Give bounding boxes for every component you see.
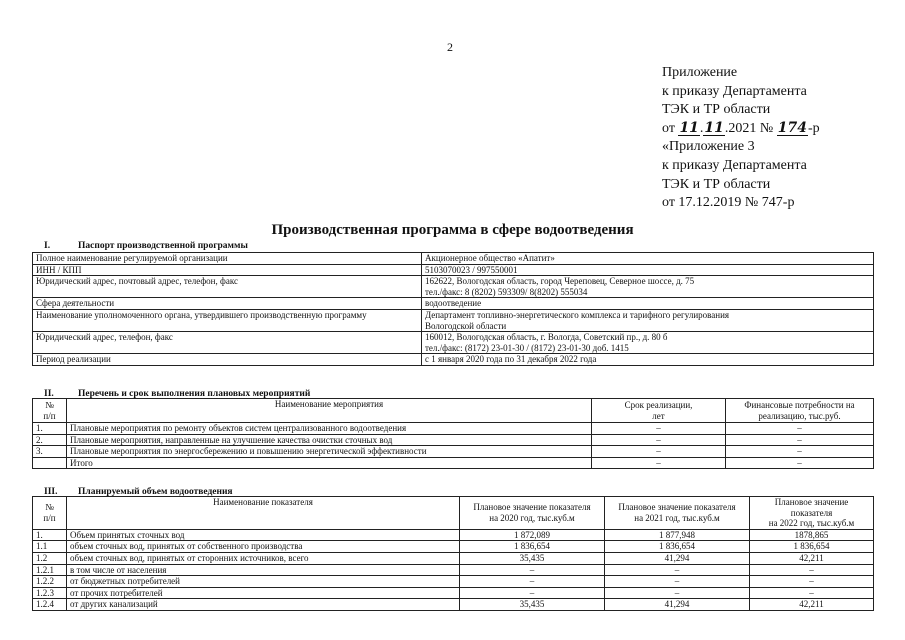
table-row: [33, 446, 874, 458]
value-2022: –: [750, 587, 874, 599]
value-2020: 35,435: [460, 552, 605, 564]
passport-row: [33, 298, 874, 310]
value-2022: 42,211: [750, 599, 874, 611]
row-num: 1.: [33, 529, 67, 541]
passport-label: Юридический адрес, телефон, факс: [33, 332, 422, 354]
table-row: [33, 457, 874, 469]
measure-name: Плановые мероприятия по ремонту объектов систем централизованного водоотведения: [67, 423, 592, 435]
indicator-name: Объем принятых сточных вод: [67, 529, 460, 541]
passport-value-line: 162622, Вологодская область, город Череповец, Северное шоссе, д. 75: [425, 276, 695, 287]
row-num: 1.2.1: [33, 564, 67, 576]
table-row: [33, 587, 874, 599]
value-2020: –: [460, 587, 605, 599]
order-suffix: -р: [808, 120, 820, 136]
value-2021: 1 877,948: [605, 529, 750, 541]
indicator-name: от других канализаций: [67, 599, 460, 611]
indicator-name: в том числе от населения: [67, 564, 460, 576]
header-finance: Финансовые потребности на реализацию, тыс.руб.: [726, 399, 874, 423]
row-num: 1.2.2: [33, 576, 67, 588]
passport-value: [422, 264, 874, 276]
passport-value-line: 5103070023 / 997550001: [425, 264, 518, 275]
passport-label: Период реализации: [33, 354, 422, 366]
measures-table: [32, 398, 874, 469]
table-row: [33, 564, 874, 576]
measure-term: –: [592, 457, 726, 469]
row-num: 2.: [33, 434, 67, 446]
table-row: [33, 529, 874, 541]
passport-value-line: с 1 января 2020 года по 31 декабря 2022 года: [425, 354, 597, 365]
header-2022: Плановое значение показателя на 2022 год, тыс.куб.м: [750, 497, 874, 530]
value-2020: 1 836,654: [460, 541, 605, 553]
order-date-line: от 11.11.2021 № 174-р: [662, 119, 820, 136]
value-2021: –: [605, 564, 750, 576]
value-2022: –: [750, 576, 874, 588]
appendix-line: к приказу Департамента: [662, 157, 807, 173]
passport-label: Наименование уполномоченного органа, утвердившего производственную программу: [33, 309, 422, 331]
indicator-name: от бюджетных потребителей: [67, 576, 460, 588]
table-row: [33, 552, 874, 564]
value-2021: 41,294: [605, 552, 750, 564]
measure-term: –: [592, 446, 726, 458]
header-2020: Плановое значение показателя на 2020 год, тыс.куб.м: [460, 497, 605, 530]
row-num: [33, 457, 67, 469]
measure-finance: –: [726, 446, 874, 458]
value-2020: –: [460, 564, 605, 576]
row-num: 1.2.4: [33, 599, 67, 611]
volume-table: [32, 496, 874, 611]
document-title: Производственная программа в сфере водоотведения: [271, 222, 634, 238]
measure-finance: –: [726, 457, 874, 469]
passport-value: [422, 332, 874, 354]
passport-label: ИНН / КПП: [33, 264, 422, 276]
passport-value-line: водоотведение: [425, 298, 482, 309]
header-2021: Плановое значение показателя на 2021 год, тыс.куб.м: [605, 497, 750, 530]
table-row: [33, 576, 874, 588]
table-row: [33, 423, 874, 435]
appendix-line: от 17.12.2019 № 747-р: [662, 195, 795, 211]
row-num: 1.2.3: [33, 587, 67, 599]
value-2022: 1878,865: [750, 529, 874, 541]
passport-label: Юридический адрес, почтовый адрес, телефон, факс: [33, 276, 422, 298]
passport-value: [422, 253, 874, 265]
value-2022: 1 836,654: [750, 541, 874, 553]
table-row: [33, 434, 874, 446]
order-number-handwritten: 174: [777, 119, 807, 136]
measure-term: –: [592, 423, 726, 435]
passport-row: [33, 253, 874, 265]
header-indicator-name: Наименование показателя: [67, 497, 460, 530]
passport-row: [33, 354, 874, 366]
value-2022: –: [750, 564, 874, 576]
row-num: 1.1: [33, 541, 67, 553]
passport-value-line: тел./факс: 8 (8202) 593309/ 8(8202) 555034: [425, 286, 588, 297]
value-2021: 1 836,654: [605, 541, 750, 553]
order-month-handwritten: 11: [704, 119, 724, 136]
order-prefix: от: [662, 120, 675, 136]
appendix-line: к приказу Департамента: [662, 83, 807, 99]
table-row: [33, 541, 874, 553]
passport-row: [33, 276, 874, 298]
appendix-block: [662, 64, 820, 213]
header-num: № п/п: [33, 497, 67, 530]
value-2020: 35,435: [460, 599, 605, 611]
table-row: [33, 599, 874, 611]
value-2021: 41,294: [605, 599, 750, 611]
measure-term: –: [592, 434, 726, 446]
row-num: 3.: [33, 446, 67, 458]
section-2-heading: II. Перечень и срок выполнения плановых мероприятий: [44, 389, 311, 399]
passport-value-line: Акционерное общество «Апатит»: [425, 253, 555, 263]
value-2022: 42,211: [750, 552, 874, 564]
measure-name: Плановые мероприятия по энергосбережению и повышению энергетической эффективности: [67, 446, 592, 458]
measure-name: Итого: [67, 457, 592, 469]
passport-value: [422, 298, 874, 310]
value-2020: –: [460, 576, 605, 588]
passport-value-line: тел./факс: (8172) 23-01-30 / (8172) 23-01-30 доб. 1415: [425, 342, 629, 353]
passport-table: [32, 252, 874, 366]
passport-row: [33, 332, 874, 354]
order-day-handwritten: 11: [679, 119, 699, 136]
header-num: № п/п: [33, 399, 67, 423]
appendix-line: «Приложение 3: [662, 139, 755, 155]
section-3-heading: III. Планируемый объем водоотведения: [44, 487, 233, 497]
section-1-heading: I. Паспорт производственной программы: [44, 241, 248, 251]
indicator-name: от прочих потребителей: [67, 587, 460, 599]
passport-value: [422, 354, 874, 366]
appendix-line: ТЭК и ТР области: [662, 176, 771, 192]
passport-value: [422, 276, 874, 298]
page-number: 2: [447, 40, 453, 54]
measure-name: Плановые мероприятия, направленные на улучшение качества очистки сточных вод: [67, 434, 592, 446]
appendix-line: ТЭК и ТР области: [662, 102, 771, 118]
value-2020: 1 872,089: [460, 529, 605, 541]
indicator-name: объем сточных вод, принятых от собственного производства: [67, 541, 460, 553]
passport-row: [33, 309, 874, 331]
order-year: .2021 №: [724, 120, 774, 136]
passport-value-line: Вологодской области: [425, 320, 507, 331]
passport-value-line: 160012, Вологодская область, г. Вологда, Советский пр., д. 80 б: [425, 332, 668, 343]
row-num: 1.2: [33, 552, 67, 564]
appendix-line: Приложение: [662, 65, 738, 80]
passport-label: Сфера деятельности: [33, 298, 422, 310]
measure-finance: –: [726, 434, 874, 446]
header-term: Срок реализации, лет: [592, 399, 726, 423]
passport-value: [422, 309, 874, 331]
header-measure-name: Наименование мероприятия: [67, 399, 592, 423]
value-2021: –: [605, 576, 750, 588]
passport-label: Полное наименование регулируемой организации: [33, 253, 422, 265]
indicator-name: объем сточных вод, принятых от сторонних источников, всего: [67, 552, 460, 564]
passport-row: [33, 264, 874, 276]
row-num: 1.: [33, 423, 67, 435]
passport-value-line: Департамент топливно-энергетического комплекса и тарифного регулирования: [425, 309, 730, 320]
measure-finance: –: [726, 423, 874, 435]
value-2021: –: [605, 587, 750, 599]
